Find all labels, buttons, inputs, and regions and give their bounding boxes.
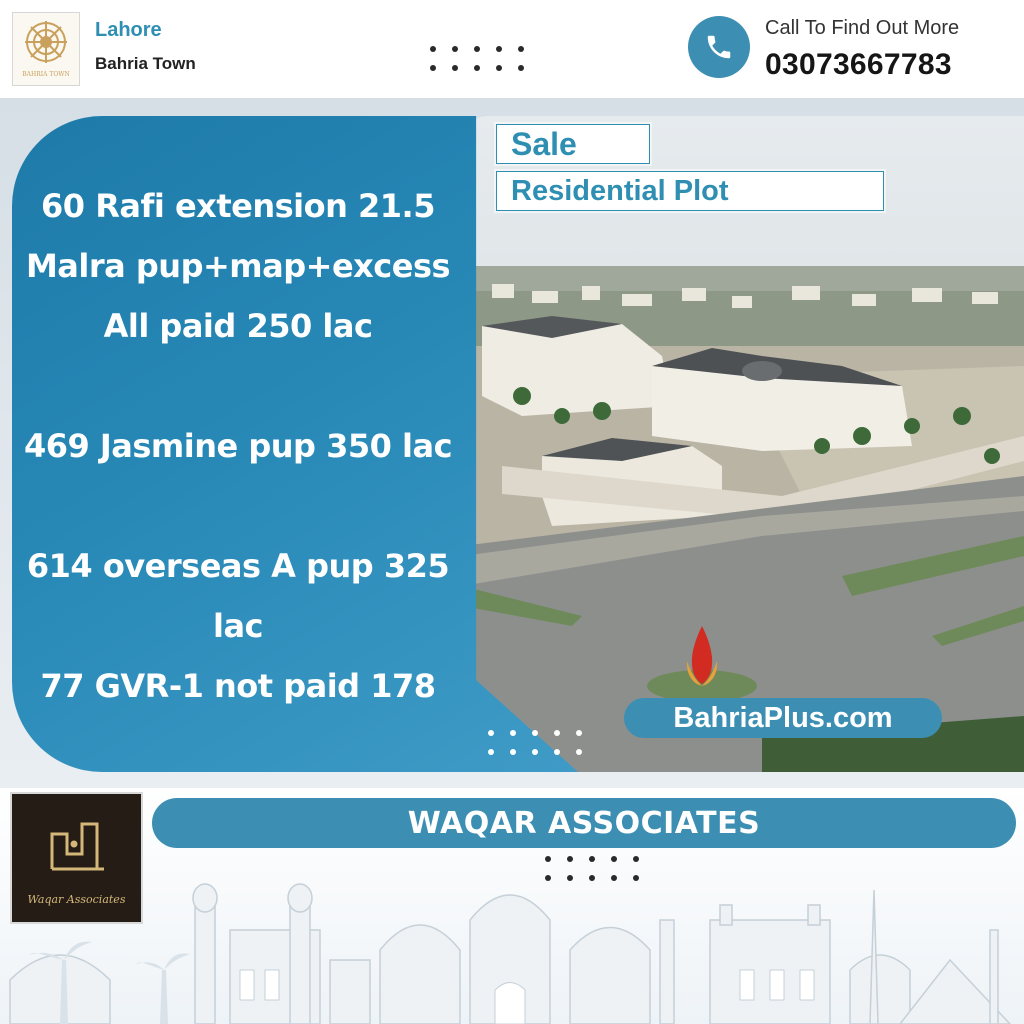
listing-line xyxy=(18,356,458,416)
call-to-action-text: Call To Find Out More xyxy=(765,17,960,39)
waqar-associates-logo xyxy=(10,792,143,924)
listing-line: 77 GVR-1 not paid 178 xyxy=(40,667,436,705)
area-label: Bahria Town xyxy=(95,54,196,73)
city-skyline-illustration xyxy=(0,860,1024,1024)
decorative-dots-panel xyxy=(488,730,582,755)
listing-details-text xyxy=(18,176,458,716)
listing-line: All paid 250 lac xyxy=(103,307,373,345)
property-photo xyxy=(462,116,1024,772)
decorative-dots-footer xyxy=(545,856,639,881)
property-type-badge: Residential Plot xyxy=(496,171,884,211)
listing-line: 60 Rafi extension 21.5 xyxy=(41,187,435,225)
listing-line: 614 overseas A pup 325 xyxy=(26,547,450,585)
listing-line: lac xyxy=(212,607,264,645)
listing-line xyxy=(18,476,458,536)
listing-line: 469 Jasmine pup 350 lac xyxy=(23,427,453,465)
purpose-badge: Sale xyxy=(496,124,650,164)
agency-logo-text: Waqar Associates xyxy=(27,893,126,906)
website-link[interactable]: BahriaPlus.com xyxy=(624,698,942,738)
listing-line: Malra pup+map+excess xyxy=(25,247,451,285)
phone-icon[interactable] xyxy=(688,16,750,78)
decorative-dots-top xyxy=(430,46,524,71)
bahria-town-logo xyxy=(12,12,80,86)
city-label: Lahore xyxy=(95,19,162,41)
svg-text:BAHRIA TOWN: BAHRIA TOWN xyxy=(22,71,70,78)
phone-number[interactable]: 03073667783 xyxy=(765,48,952,81)
agency-name-banner: WAQAR ASSOCIATES xyxy=(152,798,1016,848)
